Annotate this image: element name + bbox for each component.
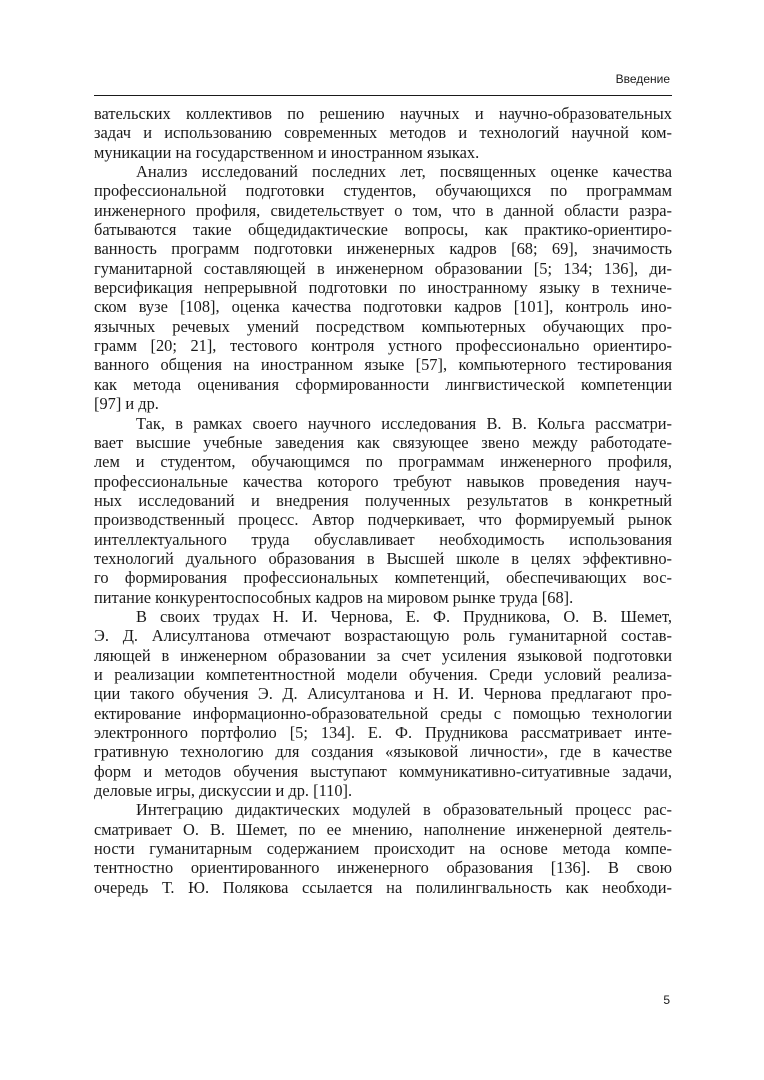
text-line: сматривает О. В. Шемет, по ее мнению, наполнение инженерной деятель- (94, 819, 672, 839)
text-line: Э. Д. Алисултанова отмечают возрастающую роль гуманитарной состав- (94, 626, 672, 646)
text-line: ляющей в инженерном образовании за счет усиления языковой подготовки (94, 645, 672, 665)
text-line: технологий дуального образования в Высшей школе в целях эффективно- (94, 548, 672, 568)
text-line: электронного портфолио [5; 134]. Е. Ф. Прудникова рассматривает инте- (94, 723, 672, 742)
text-line: вательских коллективов по решению научных и научно-образовательных (94, 104, 672, 123)
text-line: ванность программ подготовки инженерных кадров [68; 69], значимость (94, 239, 672, 259)
text-line: муникации на государственном и иностранном языках. (94, 142, 480, 162)
text-line: грамм [20; 21], тестового контроля устного профессионально ориентиро- (94, 336, 672, 356)
paragraph (94, 414, 672, 607)
paragraph (94, 104, 672, 162)
text-line: и реализации компетентностной модели обучения. Среди условий реализа- (94, 664, 672, 684)
text-line: задач и использованию современных методов и технологий научной ком- (94, 123, 672, 143)
text-line: [97] и др. (94, 394, 159, 414)
text-line: батываются такие общедидактические вопросы, как практико-ориентиро- (94, 220, 672, 240)
text-line: как метода оценивания сформированности лингвистической компетенции (94, 374, 672, 394)
text-line: ванного общения на иностранном языке [57], компьютерного тестирования (94, 355, 672, 375)
text-line: язычных речевых умений посредством компьютерных обучающих про- (94, 316, 672, 336)
text-line: инженерного профиля, свидетельствует о том, что в данной области разра- (94, 200, 672, 220)
text-line: вает высшие учебные заведения как связующее звено между работодате- (94, 432, 672, 452)
text-line: питание конкурентоспособных кадров на мировом рынке труда [68]. (94, 587, 574, 607)
text-line: версификация непрерывной подготовки по иностранному языку в техниче- (94, 278, 672, 298)
paragraph (94, 800, 672, 897)
text-line: ности гуманитарным содержанием происходит на основе метода компе- (94, 839, 672, 859)
text-line: ском вузе [108], оценка качества подготовки кадров [101], контроль ино- (94, 297, 672, 317)
paragraph (94, 162, 672, 413)
text-line: го формирования профессиональных компетенций, обеспечивающих вос- (94, 568, 672, 588)
text-line: лем и студентом, обучающимся по программам инженерного профиля, (94, 452, 672, 472)
text-line: интеллектуального труда обуславливает необходимость использования (94, 529, 672, 549)
text-line: В своих трудах Н. И. Чернова, Е. Ф. Прудникова, О. В. Шемет, (136, 606, 672, 626)
page-number: 5 (663, 993, 670, 1007)
paragraph (94, 607, 672, 800)
text-line: профессиональные качества которого требуют навыков проведения науч- (94, 471, 672, 491)
text-line: профессиональной подготовки студентов, обучающихся по программам (94, 181, 672, 201)
text-line: ных исследований и внедрения полученных результатов в конкретный (94, 490, 672, 510)
text-line: очередь Т. Ю. Полякова ссылается на полилингвальность как необходи- (94, 877, 672, 897)
body-text (94, 104, 672, 897)
text-line: Анализ исследований последних лет, посвященных оценке качества (136, 162, 672, 182)
header-rule (94, 95, 672, 96)
text-line: тентностно ориентированного инженерного образования [136]. В свою (94, 858, 672, 878)
text-line: ции такого обучения Э. Д. Алисултанова и Н. И. Чернова предлагают про- (94, 684, 672, 704)
text-line: гративную технологию для создания «языковой личности», где в качестве (94, 742, 672, 762)
text-line: деловые игры, дискуссии и др. [110]. (94, 781, 353, 801)
text-line: производственный процесс. Автор подчеркивает, что формируемый рынок (94, 510, 672, 530)
text-line: гуманитарной составляющей в инженерном образовании [5; 134; 136], ди- (94, 258, 672, 278)
text-line: форм и методов обучения выступают коммуникативно-ситуативные задачи, (94, 761, 672, 781)
text-line: Так, в рамках своего научного исследования В. В. Кольга рассматри- (136, 413, 672, 433)
text-line: Интеграцию дидактических модулей в образовательный процесс рас- (136, 800, 672, 820)
text-line: ектирование информационно-образовательной среды с помощью технологии (94, 703, 672, 723)
running-head: Введение (615, 72, 670, 86)
